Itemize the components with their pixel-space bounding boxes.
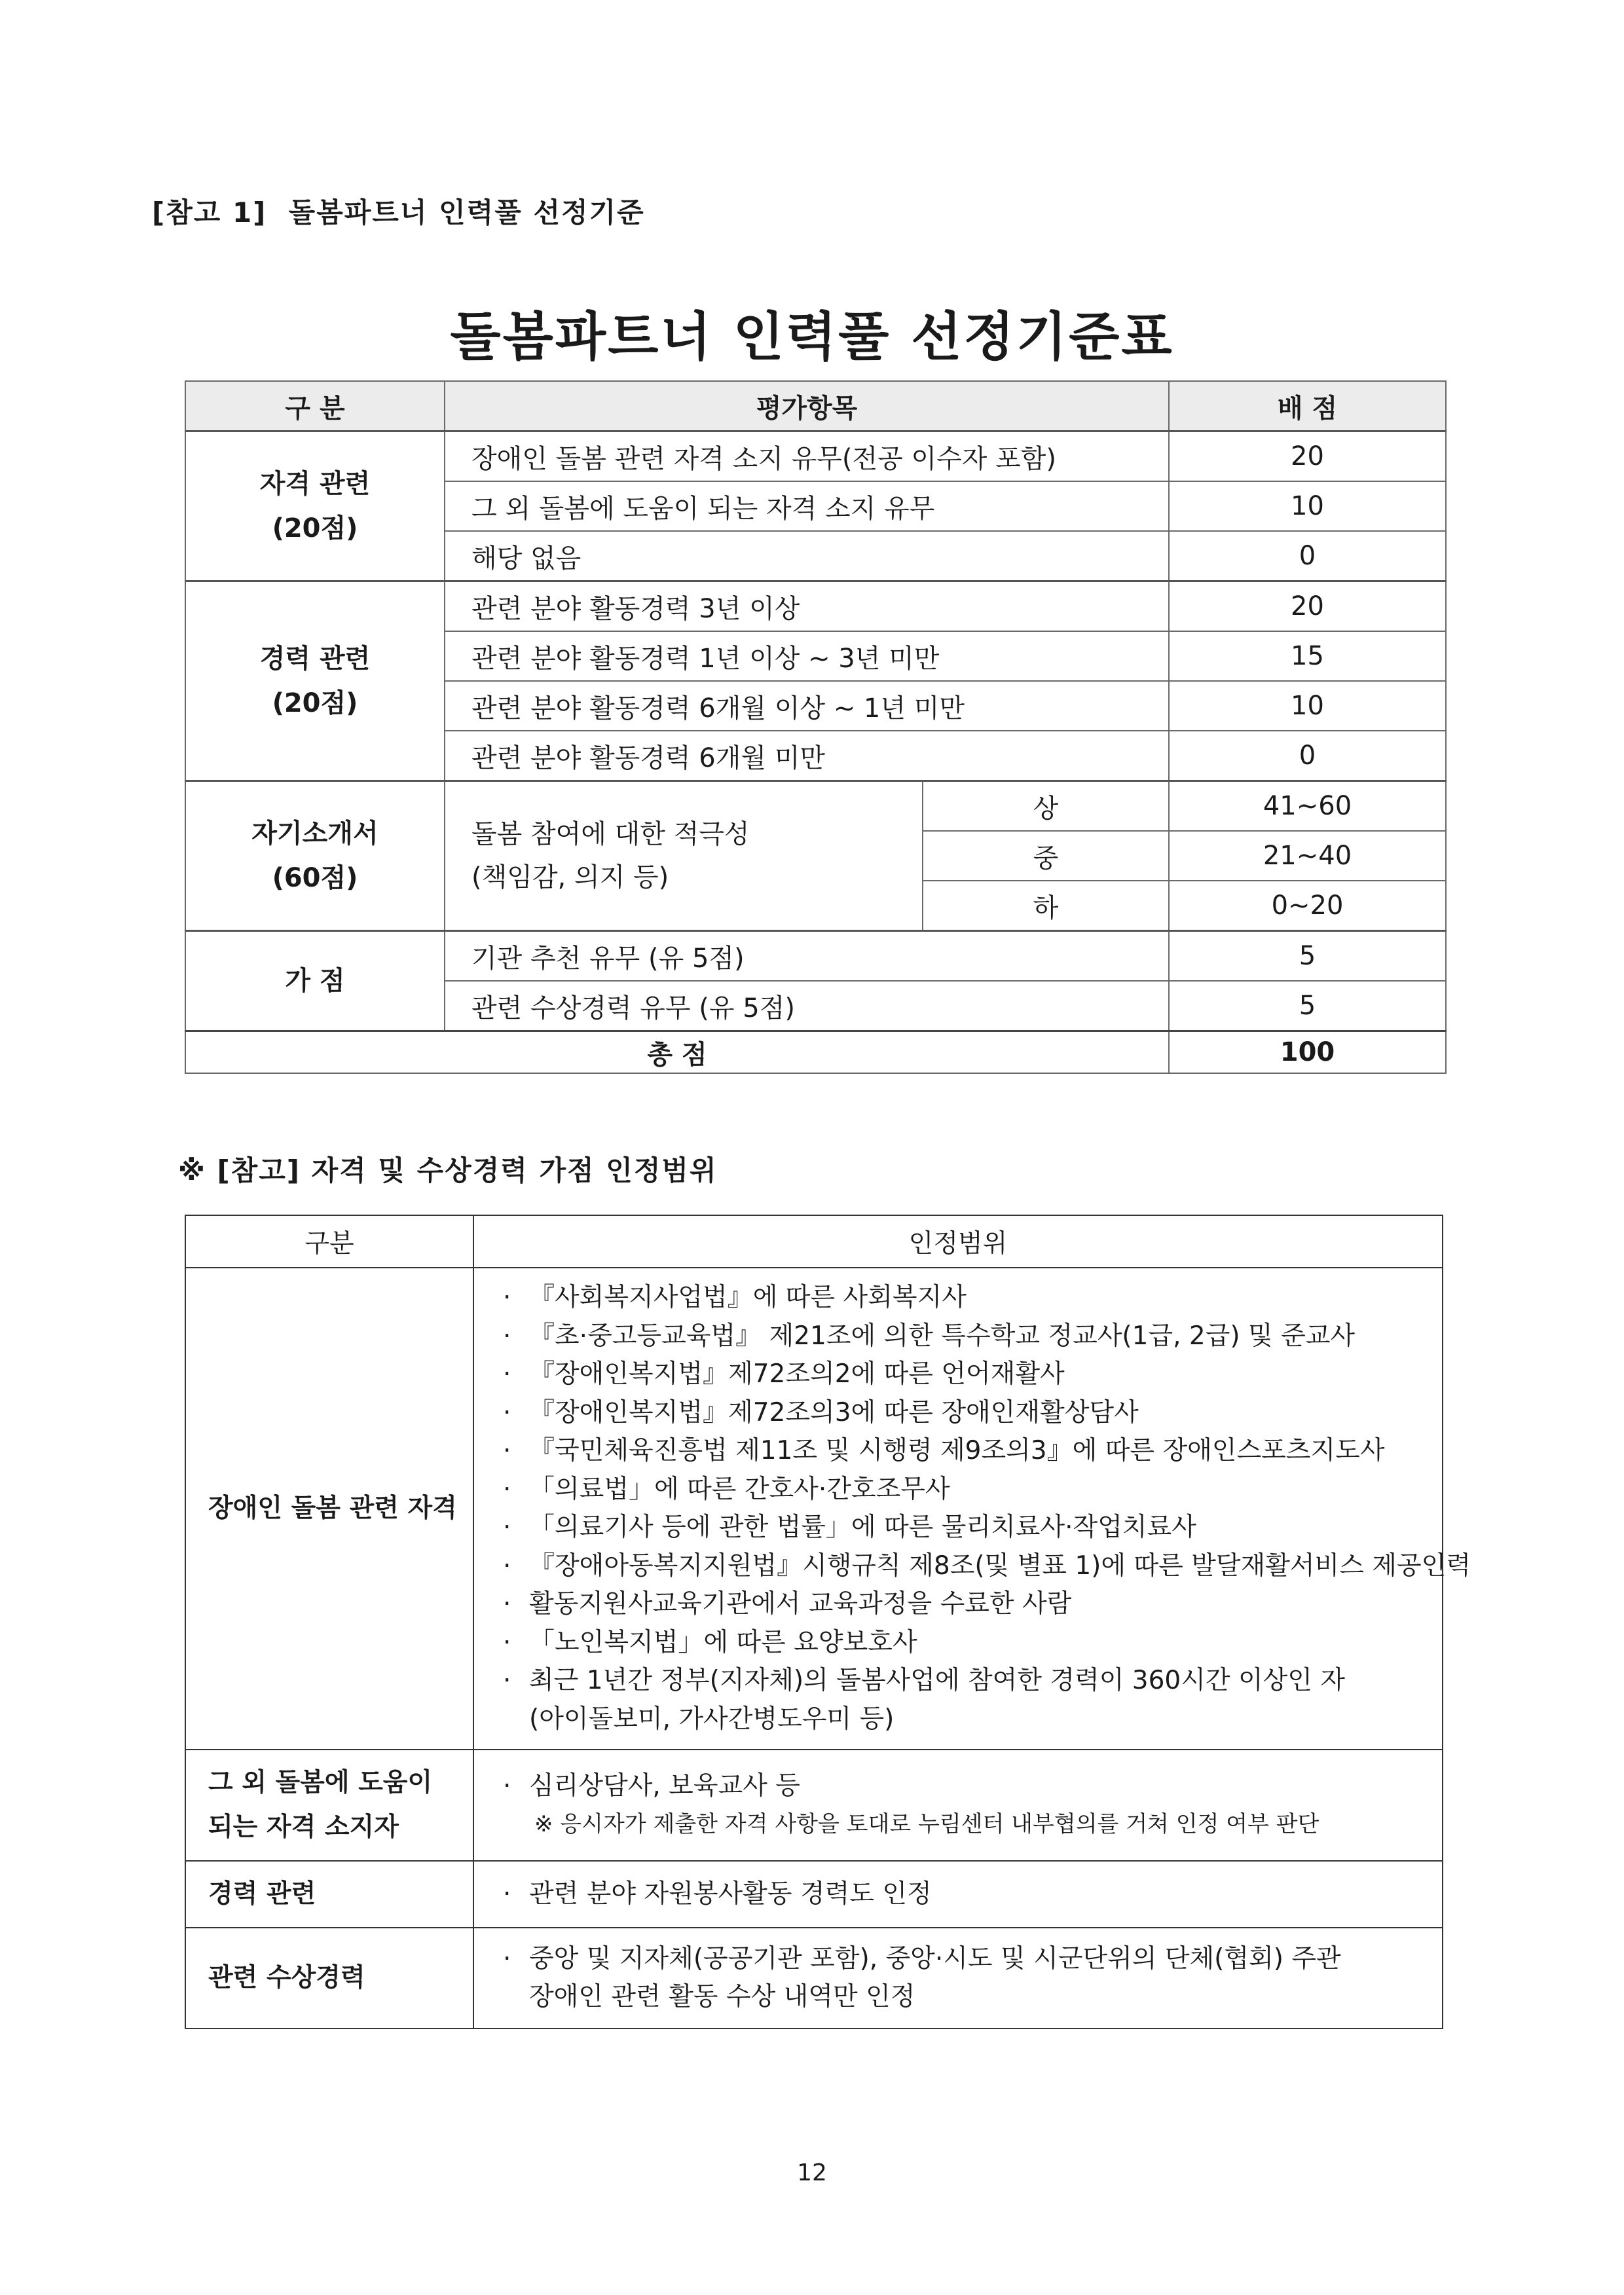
list-item: · 『사회복지사업법』에 따른 사회복지사 bbox=[498, 1279, 1442, 1317]
list-item: · 「노인복지법」에 따른 요양보호사 bbox=[498, 1624, 1442, 1662]
level-cell: 중 bbox=[923, 831, 1169, 881]
qualification-list bbox=[498, 1757, 1442, 1854]
list-item: · 『장애아동복지지원법』시행규칙 제8조(및 별표 1)에 따른 발달재활서비스 제공인력 bbox=[498, 1547, 1442, 1586]
category-label: 되는 자격 소지자 bbox=[208, 1812, 399, 1842]
score-cell: 10 bbox=[1169, 681, 1446, 731]
item-cell: 관련 분야 활동경력 3년 이상 bbox=[445, 581, 1169, 632]
recognition-scope-table bbox=[185, 1215, 1471, 2029]
list-item: · 『장애인복지법』제72조의2에 따른 언어재활사 bbox=[498, 1355, 1442, 1394]
score-cell: 0 bbox=[1169, 731, 1446, 781]
list-item: · 관련 분야 자원봉사활동 경력도 인정 bbox=[498, 1875, 1442, 1914]
bonus-category: 가 점 bbox=[185, 931, 445, 1031]
list-item: · 『국민체육진흥법 제11조 및 시행령 제9조의3』에 따른 장애인스포츠지도사 bbox=[498, 1432, 1442, 1471]
table-row bbox=[185, 781, 1446, 832]
list-item-continuation: 장애인 관련 활동 수상 내역만 인정 bbox=[529, 1982, 915, 2011]
table-row bbox=[185, 931, 1446, 982]
page-number: 12 bbox=[797, 2159, 827, 2186]
disability-care-scope bbox=[473, 1268, 1471, 1750]
career-category bbox=[185, 581, 445, 781]
score-cell: 0 bbox=[1169, 531, 1446, 581]
list-item: · 최근 1년간 정부(지자체)의 돌봄사업에 참여한 경력이 360시간 이상인 자 bbox=[498, 1662, 1442, 1700]
table-header-row bbox=[185, 1215, 1443, 1268]
selection-criteria-table bbox=[185, 380, 1447, 1074]
score-cell: 0~20 bbox=[1169, 881, 1446, 931]
other-qualification-scope bbox=[473, 1750, 1443, 1861]
list-item: · 『장애인복지법』제72조의3에 따른 장애인재활상담사 bbox=[498, 1394, 1442, 1433]
other-qualification-category bbox=[185, 1750, 473, 1861]
item-cell: 관련 분야 활동경력 6개월 미만 bbox=[445, 731, 1169, 781]
list-item-continuation: (아이돌보미, 가사간병도우미 등) bbox=[529, 1704, 895, 1734]
item-cell: 장애인 돌봄 관련 자격 소지 유무(전공 이수자 포함) bbox=[445, 431, 1169, 482]
score-cell: 21~40 bbox=[1169, 831, 1446, 881]
qualification-list bbox=[498, 1930, 1442, 2027]
category-label: 자기소개서 bbox=[251, 818, 378, 849]
total-score: 100 bbox=[1169, 1031, 1446, 1074]
awards-scope bbox=[473, 1928, 1443, 2029]
disability-care-category: 장애인 돌봄 관련 자격 bbox=[185, 1268, 473, 1750]
main-title: 돌봄파트너 인력풀 선정기준표 bbox=[450, 306, 1174, 367]
total-label: 총 점 bbox=[185, 1031, 1169, 1074]
category-points: (20점) bbox=[272, 513, 358, 543]
self-intro-item bbox=[445, 781, 923, 931]
table-header-row bbox=[185, 381, 1446, 431]
header-scope: 인정범위 bbox=[473, 1215, 1443, 1268]
score-cell: 41~60 bbox=[1169, 781, 1446, 832]
total-row bbox=[185, 1031, 1446, 1074]
header-category: 구 분 bbox=[185, 381, 445, 431]
table-row bbox=[185, 431, 1446, 482]
category-points: (20점) bbox=[272, 688, 358, 718]
header-item: 평가항목 bbox=[445, 381, 1169, 431]
item-cell: 관련 수상경력 유무 (유 5점) bbox=[445, 981, 1169, 1031]
score-cell: 10 bbox=[1169, 481, 1446, 531]
score-cell: 20 bbox=[1169, 581, 1446, 632]
note-text: ※ 응시자가 제출한 자격 사항을 토대로 누림센터 내부협의를 거쳐 인정 여부 판단 bbox=[534, 1811, 1320, 1837]
category-label: 자격 관련 bbox=[259, 469, 371, 499]
list-item: · 「의료기사 등에 관한 법률」에 따른 물리치료사·작업치료사 bbox=[498, 1509, 1442, 1547]
table-row bbox=[185, 581, 1446, 632]
qualification-list bbox=[498, 1865, 1442, 1924]
list-item: · 활동지원사교육기관에서 교육과정을 수료한 사람 bbox=[498, 1585, 1442, 1624]
table-row bbox=[185, 1928, 1443, 2029]
item-cell: 그 외 돌봄에 도움이 되는 자격 소지 유무 bbox=[445, 481, 1169, 531]
awards-category: 관련 수상경력 bbox=[185, 1928, 473, 2029]
header-category: 구분 bbox=[185, 1215, 473, 1268]
level-cell: 하 bbox=[923, 881, 1169, 931]
item-cell: 관련 분야 활동경력 6개월 이상 ~ 1년 미만 bbox=[445, 681, 1169, 731]
reference-title: [참고 1] 돌봄파트너 인력풀 선정기준 bbox=[152, 196, 645, 229]
score-cell: 20 bbox=[1169, 431, 1446, 482]
list-item: · 「의료법」에 따른 간호사·간호조무사 bbox=[498, 1471, 1442, 1509]
item-line: (책임감, 의지 등) bbox=[471, 862, 669, 892]
table-row bbox=[185, 1750, 1443, 1861]
item-cell: 해당 없음 bbox=[445, 531, 1169, 581]
item-cell: 관련 분야 활동경력 1년 이상 ~ 3년 미만 bbox=[445, 631, 1169, 681]
header-score: 배 점 bbox=[1169, 381, 1446, 431]
level-cell: 상 bbox=[923, 781, 1169, 832]
score-cell: 5 bbox=[1169, 981, 1446, 1031]
list-item: · 심리상담사, 보육교사 등 bbox=[498, 1767, 1442, 1806]
recognition-section-title: ※ [참고] 자격 및 수상경력 가점 인정범위 bbox=[178, 1154, 718, 1186]
category-label: 경력 관련 bbox=[259, 644, 371, 674]
score-cell: 5 bbox=[1169, 931, 1446, 982]
category-label: 그 외 돌봄에 도움이 bbox=[208, 1768, 433, 1797]
table-row bbox=[185, 1861, 1443, 1928]
item-cell: 기관 추천 유무 (유 5점) bbox=[445, 931, 1169, 982]
list-item: · 『초·중고등교육법』 제21조에 의한 특수학교 정교사(1급, 2급) 및 준교사 bbox=[498, 1317, 1442, 1356]
item-line: 돌봄 참여에 대한 적극성 bbox=[471, 819, 750, 849]
career-scope bbox=[473, 1861, 1443, 1928]
qualification-list bbox=[498, 1268, 1471, 1749]
self-intro-category bbox=[185, 781, 445, 931]
score-cell: 15 bbox=[1169, 631, 1446, 681]
qualification-category bbox=[185, 431, 445, 581]
career-category: 경력 관련 bbox=[185, 1861, 473, 1928]
list-item: · 중앙 및 지자체(공공기관 포함), 중앙·시도 및 시군단위의 단체(협회) 주관 bbox=[498, 1940, 1442, 1979]
category-points: (60점) bbox=[272, 863, 358, 893]
table-row bbox=[185, 1268, 1443, 1750]
